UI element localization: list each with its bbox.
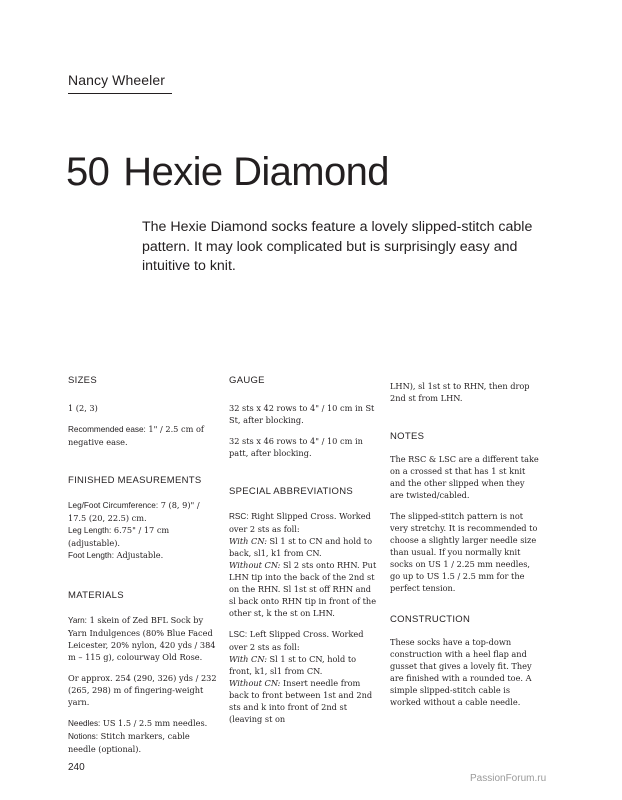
construction-heading: CONSTRUCTION bbox=[390, 614, 471, 625]
notes-heading: NOTES bbox=[390, 431, 425, 442]
recommended-ease: Recommended ease: 1" / 2.5 cm of negative ease. bbox=[68, 424, 204, 447]
lsc-without-cn: Without CN: Insert needle from back to front between 1st and 2nd sts and k into front of 2nd st (leaving st on bbox=[229, 678, 373, 724]
author-name: Nancy Wheeler bbox=[68, 72, 166, 88]
notions-info: Notions: Stitch markers, cable needle (optional). bbox=[68, 731, 190, 754]
pattern-number: 50 bbox=[66, 150, 110, 194]
page-number: 240 bbox=[68, 762, 85, 773]
lsc-definition: LSC: Left Slipped Cross. Worked over 2 sts as foll: bbox=[229, 629, 364, 652]
rsc-without-cn: Without CN: Sl 2 sts onto RHN. Put LHN tip into the back of the 2nd st on the RHN. Sl 1st st off RHN and sl back onto RHN tip in front of the other st, k the st on LHN. bbox=[229, 560, 377, 618]
yarn-info: Yarn: 1 skein of Zed BFL Sock by Yarn Indulgences (80% Blue Faced Leicester, 20% nylon, 420 yds / 384 m – 115 g), colourway Old Rose. bbox=[68, 615, 216, 662]
construction-paragraph: These socks have a top-down construction with a heel flap and gusset that gives a lovely fit. They are finished with a rounded toe. A simple slipped-stitch cable is worked without a cable needle. bbox=[390, 637, 532, 707]
leg-foot-circumference: Leg/Foot Circumference: 7 (8, 9)" / 17.5 (20, 22.5) cm. bbox=[68, 500, 200, 523]
watermark: PassionForum.ru bbox=[470, 773, 547, 784]
sizes-values: 1 (2, 3) bbox=[68, 403, 98, 413]
column-left bbox=[68, 375, 220, 755]
yarn-approx: Or approx. 254 (290, 326) yds / 232 (265, 298) m of fingering-weight yarn. bbox=[68, 673, 217, 707]
notes-paragraph-2: The slipped-stitch pattern is not very stretchy. It is recommended to choose a slightly larger needle size than usual. If you normally knit socks on US 1 / 2.25 mm needles, go up to US 1.5 / 2.5 mm for the perfect tension. bbox=[390, 511, 538, 593]
pattern-title bbox=[66, 150, 389, 195]
gauge-heading: GAUGE bbox=[229, 375, 265, 386]
lsc-with-cn: With CN: Sl 1 st to CN, hold to front, k1, sl1 from CN. bbox=[229, 654, 357, 676]
materials-heading: MATERIALS bbox=[68, 590, 124, 601]
intro-paragraph: The Hexie Diamond socks feature a lovely slipped-stitch cable pattern. It may look complicated but is surprisingly easy and intuitive to knit. bbox=[142, 219, 533, 274]
leg-length: Leg Length: 6.75" / 17 cm (adjustable). bbox=[68, 525, 170, 548]
lsc-continuation: LHN), sl 1st st to RHN, then drop 2nd st from LHN. bbox=[390, 381, 530, 403]
pattern-name: Hexie Diamond bbox=[123, 150, 389, 194]
column-middle bbox=[229, 375, 379, 725]
needles-info: Needles: US 1.5 / 2.5 mm needles. bbox=[68, 718, 208, 728]
rsc-with-cn: With CN: Sl 1 st to CN and hold to back, sl1, k1 from CN. bbox=[229, 536, 373, 558]
abbreviations-heading: SPECIAL ABBREVIATIONS bbox=[229, 486, 354, 497]
foot-length: Foot Length: Adjustable. bbox=[68, 550, 164, 560]
gauge-stockinette: 32 sts x 42 rows to 4" / 10 cm in St St, after blocking. bbox=[229, 403, 375, 425]
notes-paragraph-1: The RSC & LSC are a different take on a crossed st that has 1 st knit and the other slipped when they are twisted/cabled. bbox=[390, 454, 539, 500]
sizes-heading: SIZES bbox=[68, 375, 97, 386]
author-divider bbox=[68, 93, 172, 94]
gauge-pattern: 32 sts x 46 rows to 4" / 10 cm in patt, after blocking. bbox=[229, 436, 363, 458]
finished-heading: FINISHED MEASUREMENTS bbox=[68, 475, 202, 486]
column-right bbox=[390, 380, 540, 708]
rsc-definition: RSC: Right Slipped Cross. Worked over 2 sts as foll: bbox=[229, 511, 371, 534]
